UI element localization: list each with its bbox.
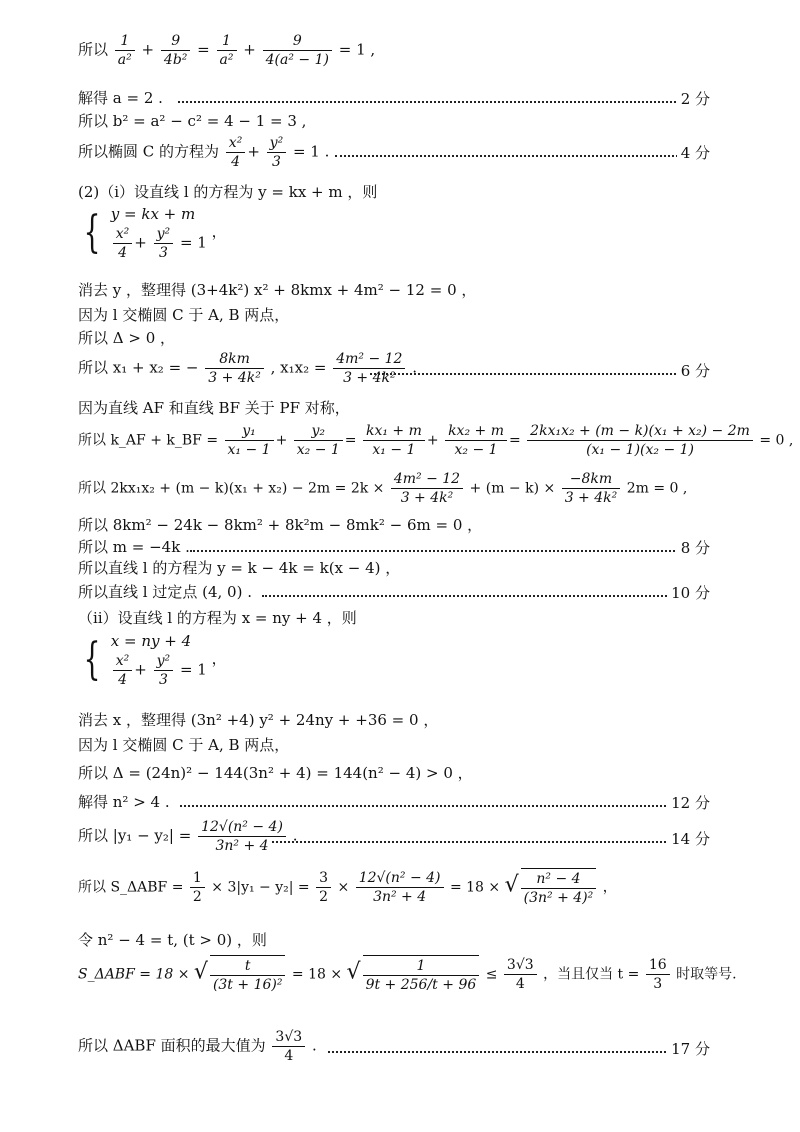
equation-system: { y = kx + m $\frac{\text{x²}}{4}$ + $\frac{\text{y²}}{3}$ = 1 ，: [83, 205, 227, 261]
fraction: $\frac{9}{\text{4b²}}$: [161, 32, 190, 69]
score-label: 4 分: [677, 142, 710, 163]
vieta-line: 所以 x₁ + x₂ = − $\frac{8km}{\text{3 + 4k²}}$ , x₁x₂ = $\frac{\text{4m² − 12}}{\text{3 + 4k²}}$ .: [78, 351, 418, 386]
abs-diff-line: 所以 |y₁ − y₂| = $\frac{\text{12√(n² − 4)}}{\text{3n² + 4}}$ .: [78, 819, 298, 854]
part-2-ii-heading: （ⅱ）设直线 l 的方程为 x = ny + 4 ，则: [78, 609, 357, 627]
text-line: 因为 l 交椭圆 C 于 A, B 两点，: [78, 306, 290, 324]
leader-dots: [328, 1051, 670, 1053]
fraction: $\frac{1}{\text{a²}}$: [115, 32, 135, 69]
text-line: 消去 y ，整理得 (3+4k²) x² + 8kmx + 4m² − 12 = 0 ，: [78, 281, 477, 299]
area-line: 所以 S_ΔABF = $\frac{1}{2}$ × 3|y₁ − y₂| = $\frac{3}{2}$ × $\frac{\text{12√(n² − 4)}}{\text{3n² + 4}}$ = 18 × √ $\frac{\text{n² − 4}}{\text{(3n² + 4)²}}$ ，: [78, 870, 617, 906]
brace-symbol: {: [83, 206, 101, 258]
text-line: 解得 n² > 4 .: [78, 793, 170, 811]
text-line: 所以 Δ > 0 ，: [78, 329, 176, 347]
score-label: 12 分: [667, 792, 710, 813]
equation-system: { x = ny + 4 $\frac{\text{x²}}{4}$ + $\frac{\text{y²}}{3}$ = 1 ，: [83, 632, 227, 688]
fraction: $\frac{1}{\text{a²}}$: [217, 32, 237, 69]
text-line: 因为直线 AF 和直线 BF 关于 PF 对称，: [78, 399, 350, 417]
text-line: 令 n² − 4 = t, (t > 0) ，则: [78, 931, 267, 949]
leader-dots: [335, 155, 690, 157]
score-label: 17 分: [667, 1038, 710, 1059]
score-label: 10 分: [667, 582, 710, 603]
score-label: 14 分: [667, 828, 710, 849]
text-line: 所以直线 l 的方程为 y = k − 4k = k(x − 4) ，: [78, 559, 401, 577]
leader-dots: [262, 595, 682, 597]
sqrt-symbol: √: [346, 959, 361, 985]
substitution-line: 所以 2kx₁x₂ + (m − k)(x₁ + x₂) − 2m = 2k × $\frac{\text{4m² − 12}}{\text{3 + 4k²}}$ + (m − k) × $\frac{-8km}{\text{3 + 4k²}}$ 2m = 0 ,: [78, 471, 688, 506]
text-line: 所以 m = −4k .: [78, 538, 190, 556]
text-line: 所以 Δ = (24n)² − 144(3n² + 4) = 144(n² − 4) > 0 ，: [78, 764, 473, 782]
text-line: 因为 l 交椭圆 C 于 A, B 两点，: [78, 736, 290, 754]
text: 所以: [78, 40, 109, 59]
fraction: $\frac{9}{\text{4(a² − 1)}}$: [263, 32, 332, 69]
eq-line-1: 所以 $\frac{1}{\text{a²}}$ + $\frac{9}{\text{4b²}}$ = $\frac{1}{\text{a²}}$ + $\frac{9}{\text{4(a² − 1)}}$ = 1 ,: [78, 33, 376, 68]
sqrt-symbol: √: [193, 959, 208, 985]
max-area-line: 所以 ΔABF 面积的最大值为 $\frac{3√3}{4}$ .: [78, 1029, 317, 1064]
leader-dots: [190, 550, 690, 552]
leader-dots: [272, 841, 678, 843]
leader-dots: [178, 101, 688, 103]
part-2-i-heading: (2)（ⅰ）设直线 l 的方程为 y = kx + m ，则: [78, 183, 378, 201]
text-line: 所以直线 l 过定点 (4, 0) .: [78, 583, 252, 601]
text-line: 消去 x ，整理得 (3n² +4) y² + 24ny + +36 = 0 ，: [78, 711, 439, 729]
text-line: 所以 b² = a² − c² = 4 − 1 = 3 ,: [78, 112, 307, 130]
leader-dots: [180, 805, 678, 807]
brace-symbol: {: [83, 633, 101, 685]
substitution-t-line: S_ΔABF = 18 × √ $\frac{t}{\text{(3t + 16)²}}$ = 18 × √ $\frac{1}{9t + 256/t + 96}$ ≤ $\frac{3√3}{4}$ ，当且仅当 t = $\frac{16}{3}$ 时取等号.: [78, 957, 737, 993]
score-label: 2 分: [677, 88, 710, 109]
sqrt-symbol: √: [504, 872, 519, 898]
score-label: 8 分: [677, 537, 710, 558]
text-line: 所以 8km² − 24k − 8km² + 8k²m − 8mk² − 6m = 0 ，: [78, 516, 483, 534]
slope-sum-line: 所以 k_AF + k_BF = $\frac{\text{y₁}}{\text{x₁ − 1}}$ + $\frac{\text{y₂}}{\text{x₂ − 1}}$ = $\frac{\text{kx₁ + m}}{\text{x₁ − 1}}$ + $\frac{\text{kx₂ + m}}{\text{x₂ − 1}}$ = $\frac{\text{2kx₁x₂ + (m − k)(x₁ + x₂) − 2m}}{\text{(x₁ − 1)(x₂ − 1)}}$ = 0 ,: [78, 423, 794, 458]
score-label: 6 分: [677, 360, 710, 381]
solution-line: 解得 a = 2 .: [78, 89, 163, 107]
ellipse-equation-line: 所以椭圆 C 的方程为 $\frac{\text{x²}}{4}$ + $\frac{\text{y²}}{3}$ = 1 .: [78, 135, 330, 170]
leader-dots: [370, 373, 688, 375]
